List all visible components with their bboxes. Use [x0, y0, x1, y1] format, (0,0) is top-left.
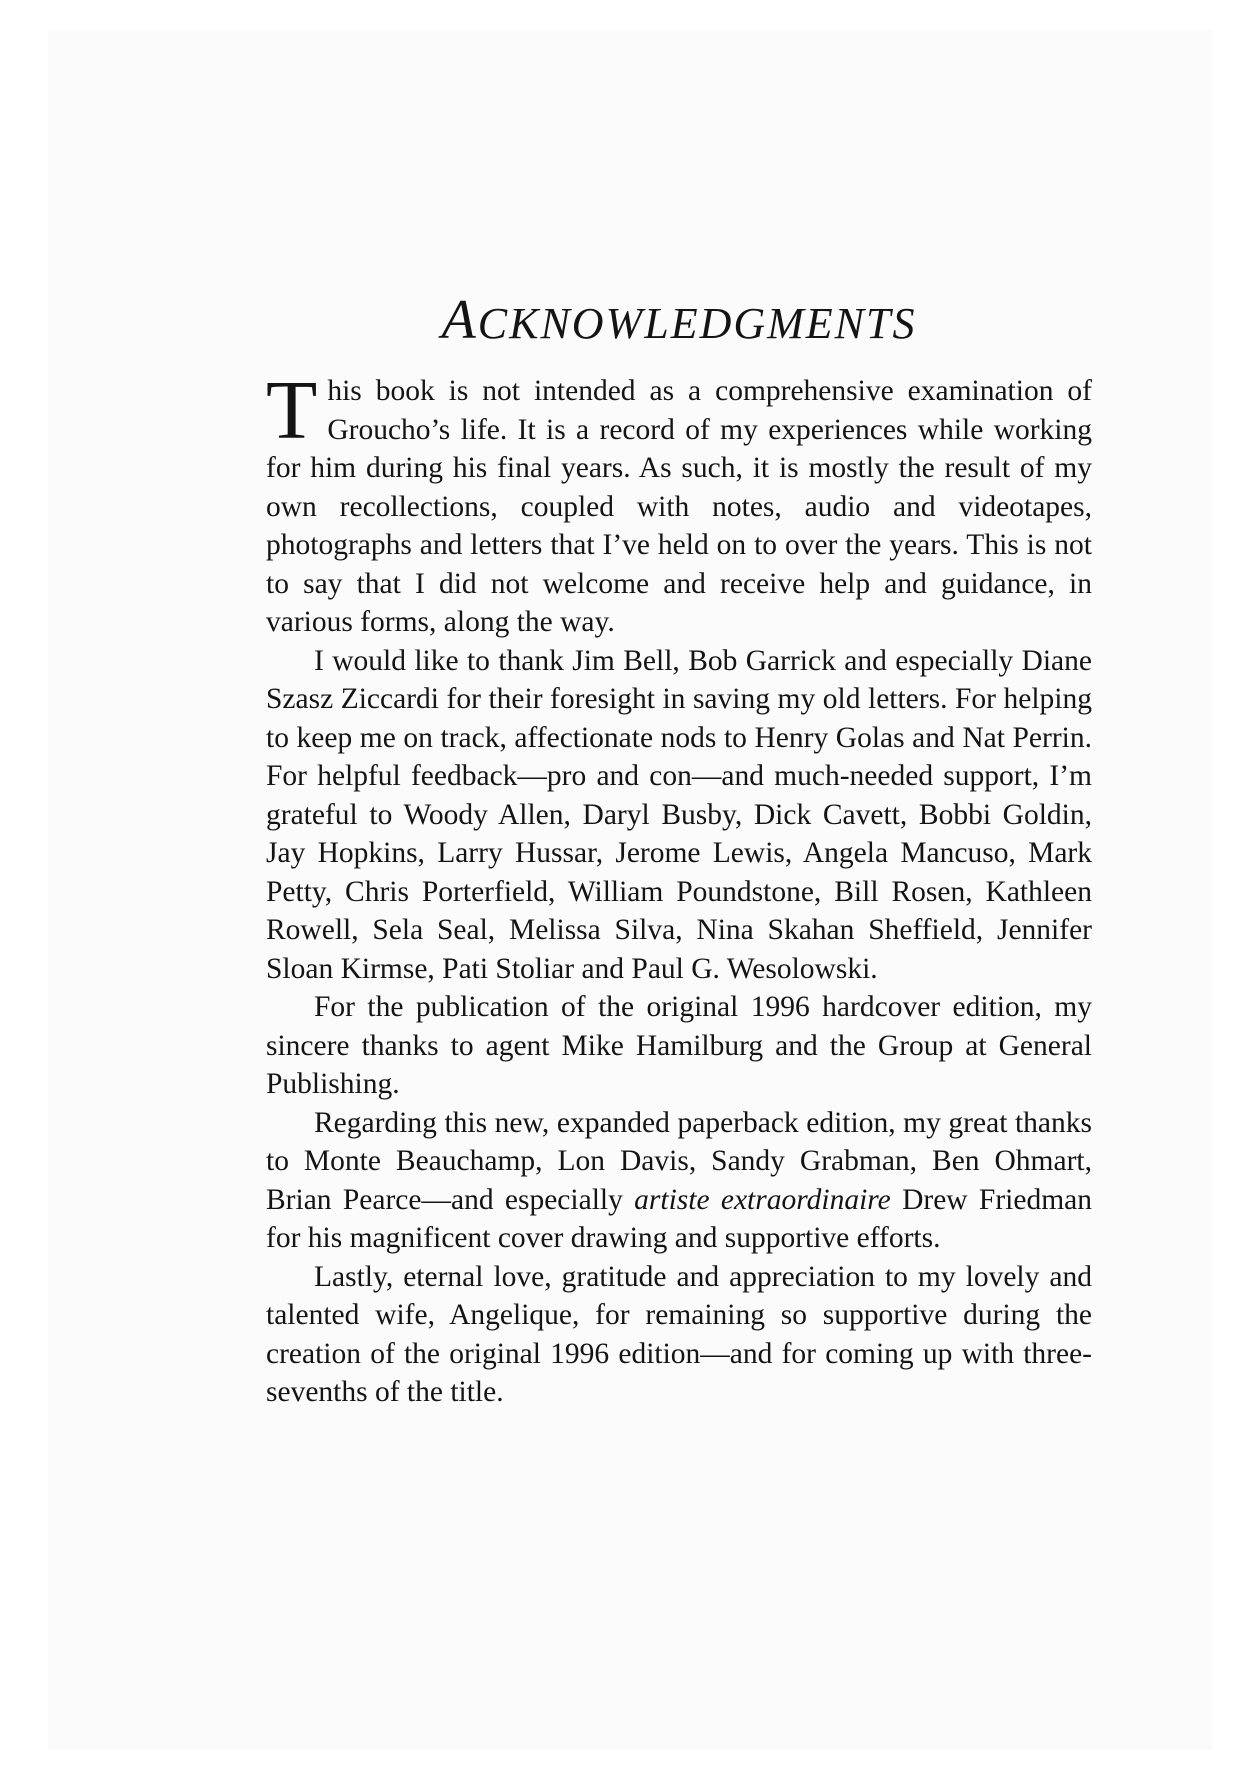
- paragraph-paperback: [266, 1104, 1092, 1258]
- paragraph-paperback-emphasis: artiste extraordinaire: [634, 1183, 891, 1216]
- paragraph-paperback-before: Regarding this new, expanded paperback edition, my great thanks to Monte Beauchamp, Lon Davis, Sandy Grabman, Ben Ohmart, Brian Pearce—and especially: [266, 1106, 1092, 1216]
- paragraph-thanks: I would like to thank Jim Bell, Bob Garrick and especially Diane Szasz Ziccardi for their foresight in saving my old letters. For helping to keep me on track, affectionate nods to Henry Golas and Nat Perrin. For helpful feedback—pro and con—and much-needed support, I’m grateful to Woody Allen, Daryl Busby, Dick Cavett, Bobbi Goldin, Jay Hopkins, Larry Hussar, Jerome Lewis, Angela Mancuso, Mark Petty, Chris Porterfield, William Poundstone, Bill Rosen, Kathleen Rowell, Sela Seal, Melissa Silva, Nina Skahan Sheffield, Jennifer Sloan Kirmse, Pati Stoliar and Paul G. Wesolowski.: [266, 644, 1092, 985]
- paragraph-hardcover: For the publication of the original 1996 hardcover edition, my sincere thanks to agent Mike Hamilburg and the Group at General Publishing.: [266, 991, 1092, 1100]
- paragraph-closing: Lastly, eternal love, gratitude and appreciation to my lovely and talented wife, Angelique, for remaining so supportive during the creation of the original 1996 edition—and for coming up with three-sevenths of the title.: [266, 1260, 1092, 1408]
- paragraph-paperback-after: Drew Friedman for his magnificent cover drawing and supportive efforts.: [266, 1183, 1092, 1254]
- title-rest: CKNOWLEDGMENTS: [477, 299, 917, 348]
- book-page: [48, 30, 1212, 1750]
- drop-cap: T: [266, 364, 318, 457]
- paragraph-intro-text: his book is not intended as a comprehensive examination of Groucho’s life. It is a record of my experiences while working for him during his final years. As such, it is mostly the result of my own recollections, coupled with notes, audio and videotapes, photographs and letters that I’ve held on to over the years. This is not to say that I did not welcome and receive help and guidance, in various forms, along the way.: [266, 375, 1092, 638]
- paragraph-intro: [266, 364, 1092, 642]
- page-title: [266, 288, 1092, 352]
- title-initial: A: [441, 289, 478, 351]
- page-content: [266, 288, 1092, 1412]
